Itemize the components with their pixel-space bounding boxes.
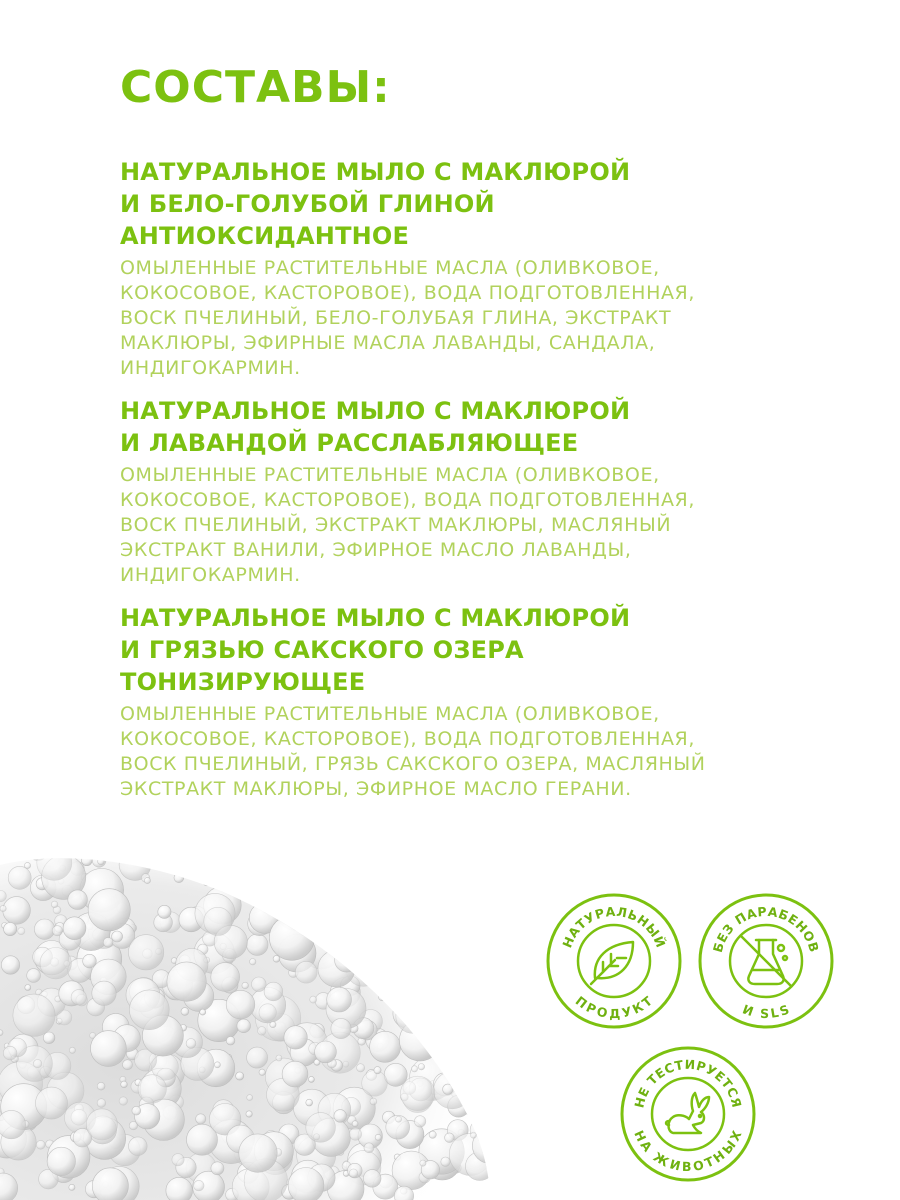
- composition-section-1: [120, 156, 820, 381]
- ingredients-line: ВОСК ПЧЕЛИНЫЙ, ЭКСТРАКТ МАКЛЮРЫ, МАСЛЯНЫЙ: [120, 514, 672, 536]
- badge-natural-product: [545, 892, 683, 1030]
- section-title-line: И ГРЯЗЬЮ САКСКОГО ОЗЕРА: [120, 636, 524, 664]
- rabbit-icon: [666, 1093, 709, 1133]
- section-ingredients: [120, 702, 820, 802]
- composition-section-3: [120, 602, 820, 802]
- ingredients-line: ЭКСТРАКТ МАКЛЮРЫ, ЭФИРНОЕ МАСЛО ГЕРАНИ.: [120, 778, 632, 800]
- badge-no-parabens: [697, 892, 835, 1030]
- badge-top-text: БЕЗ ПАРАБЕНОВ: [709, 903, 823, 955]
- section-ingredients: [120, 256, 820, 381]
- section-title: [120, 156, 820, 252]
- ingredients-line: ОМЫЛЕННЫЕ РАСТИТЕЛЬНЫЕ МАСЛА (ОЛИВКОВОЕ,: [120, 703, 660, 725]
- soap-foam-image: [0, 840, 520, 1200]
- section-title: [120, 395, 820, 459]
- ingredients-line: ВОСК ПЧЕЛИНЫЙ, БЕЛО-ГОЛУБАЯ ГЛИНА, ЭКСТРАКТ: [120, 307, 672, 329]
- section-title-line: И ЛАВАНДОЙ РАССЛАБЛЯЮЩЕЕ: [120, 429, 579, 457]
- section-title-line: ТОНИЗИРУЮЩЕЕ: [120, 668, 366, 696]
- ingredients-line: ИНДИГОКАРМИН.: [120, 564, 301, 586]
- badge-bottom-text: НА ЖИВОТНЫХ: [631, 1127, 745, 1175]
- ingredients-line: МАКЛЮРЫ, ЭФИРНЫЕ МАСЛА ЛАВАНДЫ, САНДАЛА,: [120, 332, 656, 354]
- badge-cruelty-free: [619, 1045, 757, 1183]
- section-title: [120, 602, 820, 698]
- badge-top-text: НЕ ТЕСТИРУЕТСЯ: [631, 1056, 745, 1110]
- section-title-line: И БЕЛО-ГОЛУБОЙ ГЛИНОЙ: [120, 190, 495, 218]
- badge-top-text: НАТУРАЛЬНЫЙ: [559, 903, 669, 950]
- ingredients-line: КОКОСОВОЕ, КАСТОРОВОЕ), ВОДА ПОДГОТОВЛЕННАЯ,: [120, 728, 695, 750]
- section-title-line: НАТУРАЛЬНОЕ МЫЛО С МАКЛЮРОЙ: [120, 158, 631, 186]
- page-title: СОСТАВЫ:: [120, 62, 391, 113]
- leaf-icon: [591, 942, 633, 984]
- section-ingredients: [120, 463, 820, 588]
- ingredients-line: ОМЫЛЕННЫЕ РАСТИТЕЛЬНЫЕ МАСЛА (ОЛИВКОВОЕ,: [120, 257, 660, 279]
- ingredients-line: ВОСК ПЧЕЛИНЫЙ, ГРЯЗЬ САКСКОГО ОЗЕРА, МАСЛЯНЫЙ: [120, 753, 706, 775]
- flask-crossed-icon: [741, 936, 791, 986]
- badge-bottom-text: И SLS: [740, 1001, 792, 1022]
- ingredients-line: КОКОСОВОЕ, КАСТОРОВОЕ), ВОДА ПОДГОТОВЛЕННАЯ,: [120, 282, 695, 304]
- section-title-line: НАТУРАЛЬНОЕ МЫЛО С МАКЛЮРОЙ: [120, 397, 631, 425]
- badge-bottom-text: ПРОДУКТ: [572, 993, 656, 1022]
- section-title-line: АНТИОКСИДАНТНОЕ: [120, 222, 410, 250]
- compositions-list: [120, 156, 820, 816]
- ingredients-line: КОКОСОВОЕ, КАСТОРОВОЕ), ВОДА ПОДГОТОВЛЕННАЯ,: [120, 489, 695, 511]
- composition-section-2: [120, 395, 820, 588]
- ingredients-line: ЭКСТРАКТ ВАНИЛИ, ЭФИРНОЕ МАСЛО ЛАВАНДЫ,: [120, 539, 632, 561]
- ingredients-line: ИНДИГОКАРМИН.: [120, 357, 301, 379]
- ingredients-line: ОМЫЛЕННЫЕ РАСТИТЕЛЬНЫЕ МАСЛА (ОЛИВКОВОЕ,: [120, 464, 660, 486]
- section-title-line: НАТУРАЛЬНОЕ МЫЛО С МАКЛЮРОЙ: [120, 604, 631, 632]
